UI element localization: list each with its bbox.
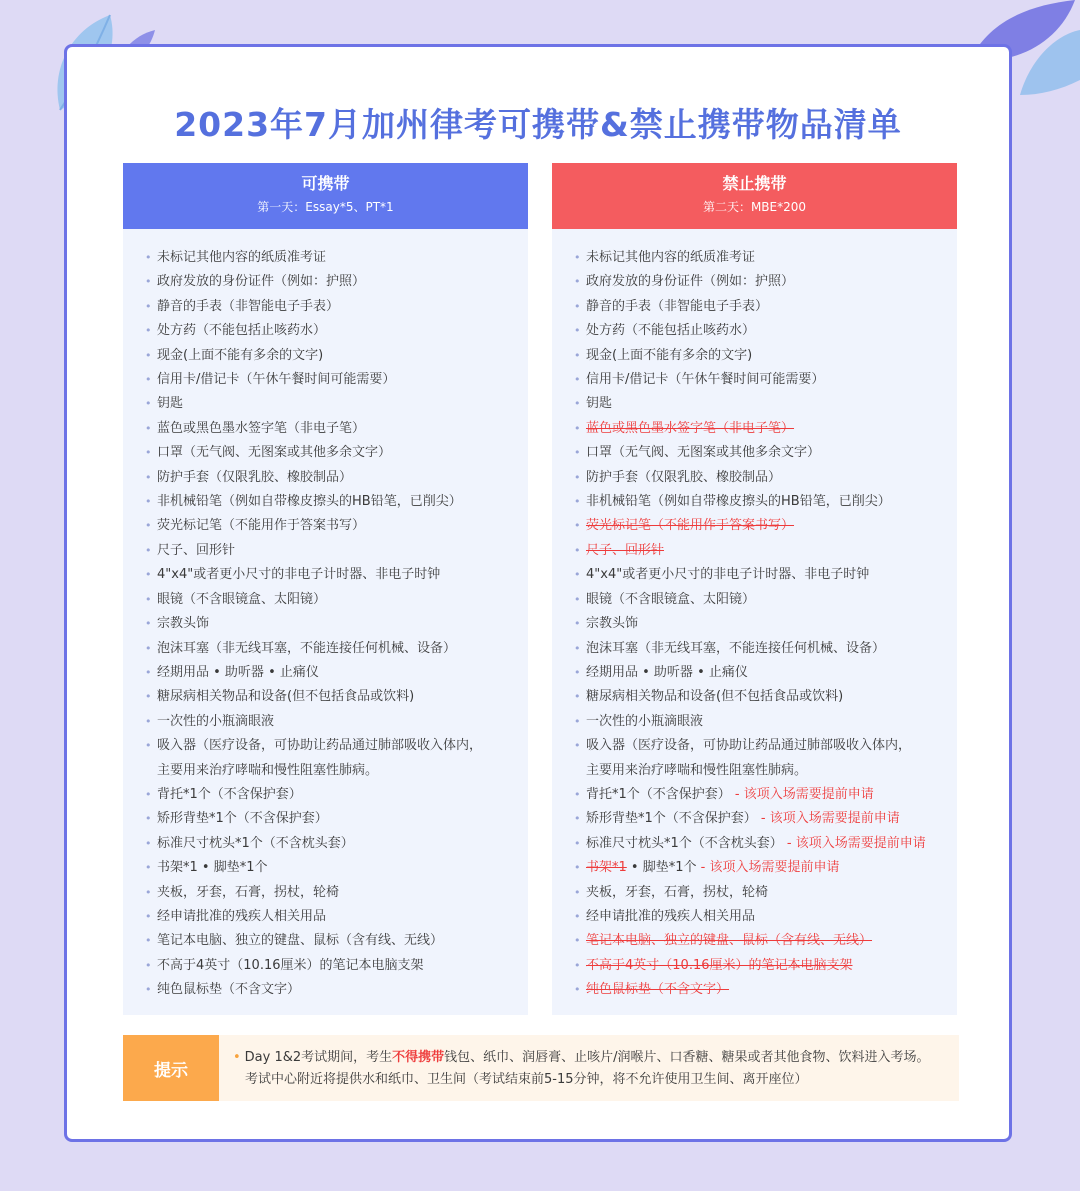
item-text: 糖尿病相关物品和设备(但不包括食品或饮料) <box>586 689 844 705</box>
item-text: 纯色鼠标垫（不含文字） <box>157 982 301 998</box>
allowed-list-item <box>145 344 528 368</box>
item-text: 钥匙 <box>157 396 184 412</box>
prohibited-list-item <box>574 368 957 392</box>
allowed-list-item <box>145 539 528 563</box>
allowed-heading: 可携带 <box>301 174 350 193</box>
prohibited-list-item <box>574 710 957 734</box>
struck-item-text: 荧光标记笔（不能用作于答案书写） <box>586 518 795 534</box>
allowed-list-item <box>145 295 528 319</box>
allowed-list-item <box>145 759 528 783</box>
item-text: 夹板，牙套，石膏，拐杖，轮椅 <box>586 884 769 900</box>
item-text: 标准尺寸枕头*1个（不含枕头套） <box>157 835 354 851</box>
item-text: 处方药（不能包括止咳药水） <box>586 323 756 339</box>
allowed-list-item <box>145 563 528 587</box>
item-text: 口罩（无气阀、无图案或其他多余文字） <box>586 445 821 461</box>
allowed-list-item <box>145 392 528 416</box>
prohibited-heading: 禁止携带 <box>722 174 787 193</box>
item-text: 未标记其他内容的纸质准考证 <box>586 250 756 265</box>
item-text: 吸入器（医疗设备，可协助让药品通过肺部吸收入体内， <box>586 738 912 754</box>
prohibited-list-item <box>574 881 957 905</box>
item-text: 经申请批准的残疾人相关用品 <box>586 908 756 924</box>
allowed-subheading: 第一天：Essay*5、PT*1 <box>257 200 394 214</box>
prohibited-items-list <box>552 229 957 1003</box>
allowed-list-item <box>145 246 528 270</box>
item-text: 政府发放的身份证件（例如：护照） <box>157 274 366 290</box>
item-text: 经期用品 • 助听器 • 止痛仪 <box>157 664 319 680</box>
item-text: 蓝色或黑色墨水签字笔（非电子笔） <box>157 420 366 436</box>
allowed-list-item <box>145 637 528 661</box>
tip-content <box>219 1035 959 1101</box>
item-text: 背托*1个（不含保护套） <box>157 786 302 802</box>
item-text: 夹板，牙套，石膏，拐杖，轮椅 <box>157 884 340 900</box>
allowed-list-item <box>145 661 528 685</box>
item-text: 防护手套（仅限乳胶、橡胶制品） <box>586 469 782 485</box>
item-text: 现金(上面不能有多余的文字) <box>586 347 753 363</box>
item-text: 背托*1个（不含保护套） <box>586 786 731 802</box>
prohibited-list-item <box>574 929 957 953</box>
prohibited-header <box>552 163 957 229</box>
prohibited-list-item <box>574 832 957 856</box>
allowed-list-item <box>145 978 528 1002</box>
item-text: 荧光标记笔（不能用作于答案书写） <box>157 518 366 534</box>
item-text: 防护手套（仅限乳胶、橡胶制品） <box>157 469 353 485</box>
prohibited-list-item <box>574 588 957 612</box>
prohibited-list-item <box>574 490 957 514</box>
struck-item-text: 尺子、回形针 <box>586 542 665 558</box>
item-text: 一次性的小瓶滴眼液 <box>157 713 275 729</box>
item-text: 静音的手表（非智能电子手表） <box>586 298 769 314</box>
allowed-list-item <box>145 710 528 734</box>
tip-label: 提示 <box>123 1035 219 1101</box>
allowed-header <box>123 163 528 229</box>
item-text: 政府发放的身份证件（例如：护照） <box>586 274 795 290</box>
prohibited-list-item <box>574 344 957 368</box>
item-text: 口罩（无气阀、无图案或其他多余文字） <box>157 445 392 461</box>
prohibited-list-item <box>574 563 957 587</box>
prohibited-column <box>552 163 957 1015</box>
item-text: 非机械铅笔（例如自带橡皮擦头的HB铅笔，已削尖） <box>586 494 891 510</box>
prohibited-list-item <box>574 246 957 270</box>
prohibited-list-item <box>574 612 957 636</box>
item-text: 钥匙 <box>586 396 613 412</box>
advance-request-note: - 该项入场需要提前申请 <box>782 835 926 851</box>
allowed-list-item <box>145 685 528 709</box>
item-text: 矫形背垫*1个（不含保护套） <box>157 811 328 827</box>
prohibited-list-item <box>574 905 957 929</box>
item-text: 不高于4英寸（10.16厘米）的笔记本电脑支架 <box>157 957 424 973</box>
allowed-column <box>123 163 528 1015</box>
prohibited-list-item <box>574 759 957 783</box>
allowed-list-item <box>145 270 528 294</box>
item-text: 经申请批准的残疾人相关用品 <box>157 908 327 924</box>
tip-line-2: 考试中心附近将提供水和纸巾、卫生间（考试结束前5-15分钟，将不允许使用卫生间、离开座位） <box>245 1072 808 1087</box>
prohibited-list-item <box>574 807 957 831</box>
item-text: 信用卡/借记卡（午休午餐时间可能需要） <box>586 372 825 388</box>
advance-request-note: - 该项入场需要提前申请 <box>756 811 900 827</box>
item-text: 静音的手表（非智能电子手表） <box>157 298 340 314</box>
item-text: 非机械铅笔（例如自带橡皮擦头的HB铅笔，已削尖） <box>157 494 462 510</box>
allowed-list-item <box>145 514 528 538</box>
allowed-list-item <box>145 588 528 612</box>
prohibited-list-item <box>574 539 957 563</box>
prohibited-list-item <box>574 637 957 661</box>
item-text: 4"x4"或者更小尺寸的非电子计时器、非电子时钟 <box>586 567 870 583</box>
allowed-list-item <box>145 856 528 880</box>
struck-item-text: 纯色鼠标垫（不含文字） <box>586 982 730 998</box>
prohibited-list-item <box>574 783 957 807</box>
prohibited-list-item <box>574 954 957 978</box>
prohibited-subheading: 第二天：MBE*200 <box>702 200 807 214</box>
item-text: 处方药（不能包括止咳药水） <box>157 323 327 339</box>
tip-bullet-icon: • <box>233 1050 241 1065</box>
struck-item-text: 书架*1 <box>586 860 627 876</box>
prohibited-list-item <box>574 319 957 343</box>
allowed-list-item <box>145 319 528 343</box>
item-text: 主要用来治疗哮喘和慢性阻塞性肺病。 <box>586 762 808 778</box>
item-text: 书架*1 • 脚垫*1个 <box>157 860 268 876</box>
tip-line-1-suffix: 钱包、纸巾、润唇膏、止咳片/润喉片、口香糖、糖果或者其他食物、饮料进入考场。 <box>444 1050 930 1065</box>
item-text: 泡沫耳塞（非无线耳塞，不能连接任何机械、设备） <box>586 640 886 656</box>
allowed-list-item <box>145 734 528 758</box>
prohibited-list-item <box>574 441 957 465</box>
allowed-list-item <box>145 807 528 831</box>
item-text: 未标记其他内容的纸质准考证 <box>157 250 327 265</box>
item-text: 糖尿病相关物品和设备(但不包括食品或饮料) <box>157 689 415 705</box>
struck-item-text: 笔记本电脑、独立的键盘、鼠标（含有线、无线） <box>586 933 873 949</box>
prohibited-list-item <box>574 270 957 294</box>
prohibited-list-item <box>574 978 957 1002</box>
allowed-list-item <box>145 905 528 929</box>
item-text: 眼镜（不含眼镜盒、太阳镜） <box>157 591 327 607</box>
allowed-list-item <box>145 929 528 953</box>
page-title: 2023年7月加州律考可携带&禁止携带物品清单 <box>174 105 902 144</box>
prohibited-list-item <box>574 417 957 441</box>
allowed-list-item <box>145 954 528 978</box>
advance-request-note: - 该项入场需要提前申请 <box>730 786 874 802</box>
item-text: 宗教头饰 <box>586 616 639 632</box>
prohibited-list-item <box>574 734 957 758</box>
allowed-list-item <box>145 441 528 465</box>
allowed-list-item <box>145 612 528 636</box>
tip-line-1 <box>233 1047 959 1069</box>
prohibited-list-item <box>574 514 957 538</box>
allowed-list-item <box>145 783 528 807</box>
item-text: 吸入器（医疗设备，可协助让药品通过肺部吸收入体内， <box>157 738 483 754</box>
allowed-list-item <box>145 466 528 490</box>
prohibited-list-item <box>574 295 957 319</box>
allowed-list-item <box>145 490 528 514</box>
prohibited-list-item <box>574 466 957 490</box>
tip-line-1-prefix: Day 1&2考试期间，考生 <box>244 1050 393 1065</box>
item-text: 信用卡/借记卡（午休午餐时间可能需要） <box>157 372 396 388</box>
item-text: 一次性的小瓶滴眼液 <box>586 713 704 729</box>
item-text: • 脚垫*1个 <box>626 860 697 876</box>
allowed-list-item <box>145 368 528 392</box>
item-text: 尺子、回形针 <box>157 542 236 558</box>
allowed-list-item <box>145 881 528 905</box>
prohibited-list-item <box>574 392 957 416</box>
item-text: 4"x4"或者更小尺寸的非电子计时器、非电子时钟 <box>157 567 441 583</box>
struck-item-text: 不高于4英寸（10.16厘米）的笔记本电脑支架 <box>586 957 853 973</box>
item-text: 眼镜（不含眼镜盒、太阳镜） <box>586 591 756 607</box>
allowed-list-item <box>145 417 528 441</box>
prohibited-list-item <box>574 856 957 880</box>
item-text: 现金(上面不能有多余的文字) <box>157 347 324 363</box>
item-text: 笔记本电脑、独立的键盘、鼠标（含有线、无线） <box>157 933 444 949</box>
allowed-list-item <box>145 832 528 856</box>
item-text: 主要用来治疗哮喘和慢性阻塞性肺病。 <box>157 762 379 778</box>
item-text: 泡沫耳塞（非无线耳塞，不能连接任何机械、设备） <box>157 640 457 656</box>
prohibited-list-item <box>574 685 957 709</box>
tip-line-1-highlight: 不得携带 <box>392 1050 445 1065</box>
item-text: 经期用品 • 助听器 • 止痛仪 <box>586 664 748 680</box>
item-text: 矫形背垫*1个（不含保护套） <box>586 811 757 827</box>
checklist-card <box>64 44 1012 1142</box>
item-text: 宗教头饰 <box>157 616 210 632</box>
struck-item-text: 蓝色或黑色墨水签字笔（非电子笔） <box>586 420 795 436</box>
allowed-items-list <box>123 229 528 1003</box>
prohibited-list-item <box>574 661 957 685</box>
item-text: 标准尺寸枕头*1个（不含枕头套） <box>586 835 783 851</box>
advance-request-note: - 该项入场需要提前申请 <box>696 860 840 876</box>
